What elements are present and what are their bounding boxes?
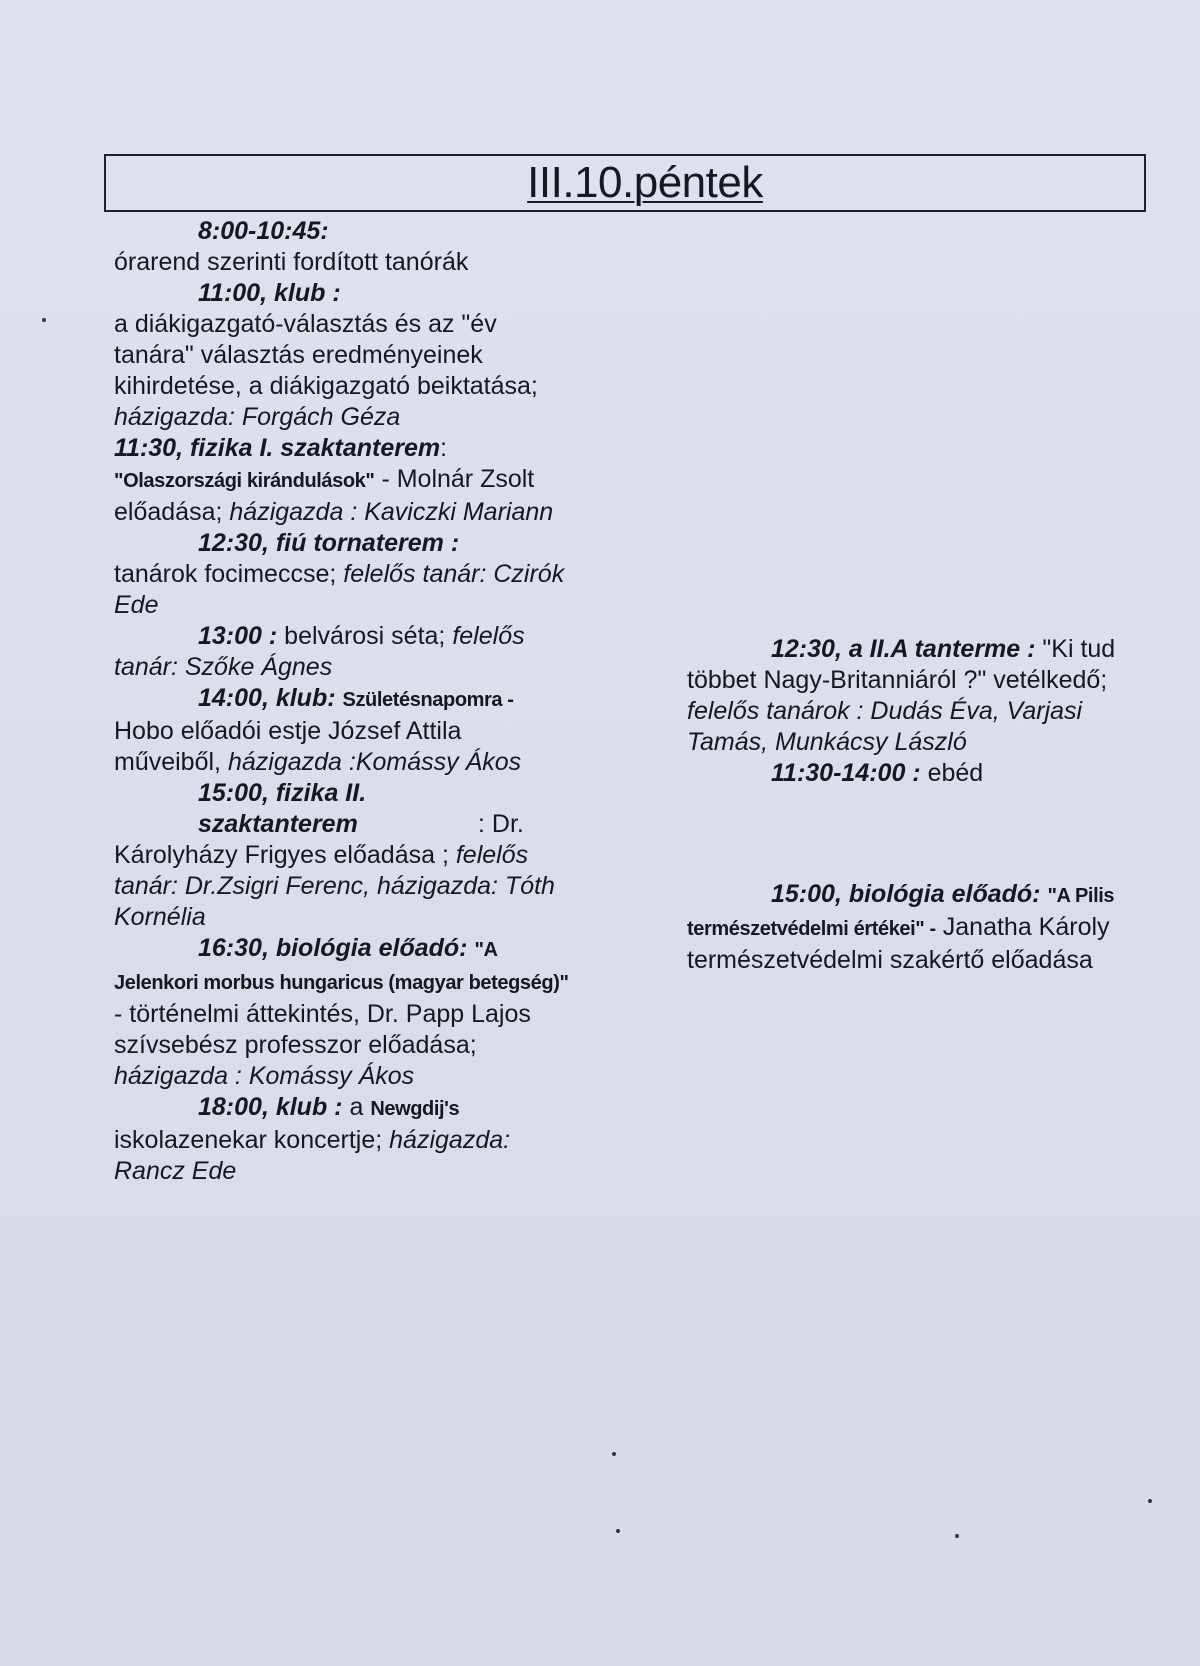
speck [612, 1452, 616, 1456]
entry-time: 15:00, biológia előadó: [771, 880, 1041, 908]
entry-title: "A Pilis természetvédelmi értékei" - [687, 885, 1115, 940]
schedule-entry [687, 634, 1132, 758]
entry-text: a diákigazgató-választás és az "év tanára" választás eredményeinek kihirdetése, a diákigazgató beiktatása; [114, 310, 538, 400]
speck [616, 1529, 620, 1533]
entry-role: házigazda :Komássy Ákos [227, 748, 522, 776]
entry-text: Dr. Károlyházy Frigyes előadása ; [114, 810, 524, 869]
entry-text: iskolazenekar koncertje; [114, 1126, 383, 1154]
entry-time: 12:30, fiú tornaterem : [198, 529, 460, 557]
entry-time: 12:30, a II.A tanterme : [771, 635, 1036, 663]
schedule-entry [687, 879, 1132, 976]
speck [1148, 1499, 1152, 1503]
schedule-entry [114, 778, 574, 933]
entry-text: tanárok focimeccse; [114, 560, 337, 588]
entry-text: ebéd [927, 759, 984, 787]
entry-text: - történelmi áttekintés, Dr. Papp Lajos szívsebész professzor előadása; [114, 1000, 531, 1059]
schedule-entry [114, 433, 574, 528]
entry-title: "A Jelenkori morbus hungaricus (magyar betegség)" [114, 939, 569, 994]
day-title-box [104, 154, 1146, 212]
schedule-entry [114, 933, 574, 1092]
speck [42, 318, 46, 322]
entry-text: Hobo előadói estje József Attila műveiből, [114, 717, 462, 776]
entry-prefix: a [349, 1093, 364, 1121]
entry-role: házigazda : Kaviczki Mariann [229, 498, 554, 526]
entry-time: 15:00, fizika II. szaktanterem [198, 779, 367, 838]
right-column [687, 634, 1132, 976]
entry-title: "Olaszországi kirándulások" [114, 470, 375, 492]
entry-text: Janatha Károly természetvédelmi szakértő előadása [687, 913, 1110, 974]
entry-role: felelős tanár: Szőke Ágnes [114, 622, 525, 681]
entry-role: felelős tanár: Czirók Ede [114, 560, 565, 619]
schedule-entry [687, 758, 1132, 789]
entry-time: 13:00 : [198, 622, 278, 650]
schedule-entry [114, 1092, 574, 1187]
entry-role: felelős tanárok : Dudás Éva, Varjasi Tamás, Munkácsy László [687, 697, 1083, 756]
entry-time: 11:30, fizika I. szaktanterem [114, 434, 441, 462]
left-column [114, 216, 574, 1187]
entry-time: 14:00, klub: [198, 684, 336, 712]
entry-text: belvárosi séta; [284, 622, 446, 650]
entry-text: "Ki tud többet Nagy-Britanniáról ?" vetélkedő; [687, 635, 1116, 694]
entry-time: 18:00, klub : [198, 1093, 343, 1121]
entry-role: házigazda: Rancz Ede [114, 1126, 511, 1185]
entry-separator: : [440, 434, 448, 462]
schedule-entry [114, 528, 574, 621]
entry-time: 11:30-14:00 : [771, 759, 921, 787]
entry-role: házigazda: Forgách Géza [114, 403, 401, 431]
entry-time: 16:30, biológia előadó: [198, 934, 468, 962]
entry-time: 11:00, klub : [198, 279, 341, 307]
day-title: III.10.péntek [527, 158, 763, 207]
entry-text: órarend szerinti fordított tanórák [114, 248, 469, 276]
schedule-entry [114, 683, 574, 778]
entry-time: 8:00-10:45: [198, 217, 329, 245]
speck [955, 1534, 959, 1538]
entry-text: - Molnár Zsolt előadása; [114, 465, 535, 526]
entry-title: Newgdij's [370, 1098, 460, 1120]
spacer [687, 789, 1132, 879]
entry-title: Születésnapomra - [342, 689, 514, 711]
schedule-entry [114, 621, 574, 683]
entry-role: házigazda : Komássy Ákos [114, 1062, 415, 1090]
entry-role: felelős tanár: Dr.Zsigri Ferenc, házigazda: Tóth Kornélia [114, 841, 555, 931]
schedule-entry [114, 278, 574, 433]
entry-separator: : [478, 810, 485, 838]
schedule-entry [114, 216, 574, 278]
